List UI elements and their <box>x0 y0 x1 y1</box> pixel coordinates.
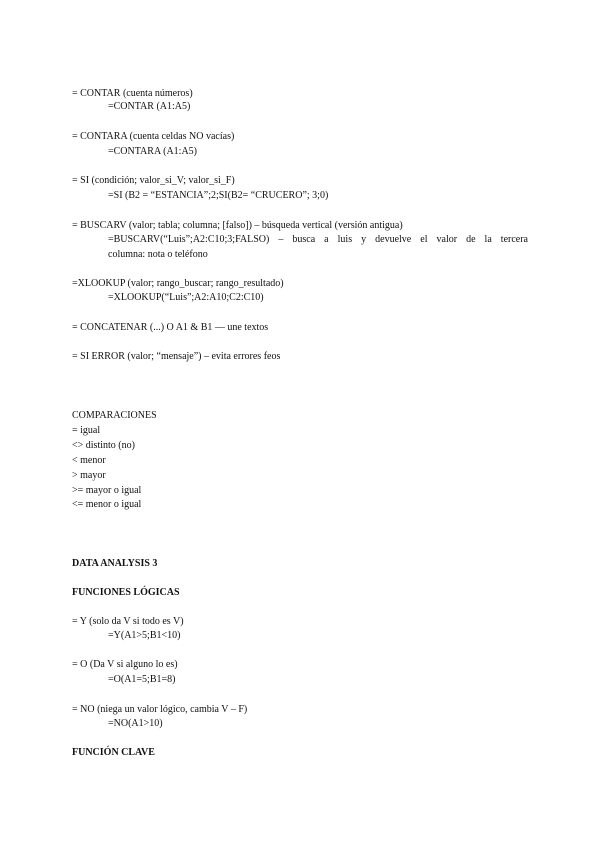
si-definition: = SI (condición; valor_si_V; valor_si_F) <box>72 175 235 186</box>
buscarv-example: =BUSCARV(“Luis”;A2:C10;3;FALSO) – busca a luis y devuelve el valor de la tercera <box>108 234 528 245</box>
section-title: DATA ANALYSIS 3 <box>72 558 158 569</box>
contar-definition: = CONTAR (cuenta números) <box>72 88 193 99</box>
o-definition: = O (Da V si alguno lo es) <box>72 659 178 670</box>
concatenar-definition: = CONCATENAR (...) O A1 & B1 — une textos <box>72 322 269 333</box>
comparison-item: > mayor <box>72 470 106 481</box>
o-example: =O(A1=5;B1=8) <box>108 674 176 685</box>
comparison-item: >= mayor o igual <box>72 485 142 496</box>
buscarv-definition: = BUSCARV (valor; tabla; columna; [falso]) – búsqueda vertical (versión antigua) <box>72 220 403 231</box>
no-definition: = NO (niega un valor lógico, cambia V – F) <box>72 704 248 715</box>
comparison-item: <> distinto (no) <box>72 440 135 451</box>
xlookup-definition: =XLOOKUP (valor; rango_buscar; rango_resultado) <box>72 278 284 289</box>
funcion-clave-heading: FUNCIÓN CLAVE <box>72 747 155 758</box>
contara-example: =CONTARA (A1:A5) <box>108 146 198 157</box>
contar-example: =CONTAR (A1:A5) <box>108 101 191 112</box>
no-example: =NO(A1>10) <box>108 718 163 729</box>
comparison-item: = igual <box>72 425 101 436</box>
xlookup-example: =XLOOKUP(“Luis”;A2:A10;C2:C10) <box>108 292 264 303</box>
contara-definition: = CONTARA (cuenta celdas NO vacías) <box>72 131 235 142</box>
comparison-item: < menor <box>72 455 106 466</box>
si-example: =SI (B2 = “ESTANCIA”;2;SI(B2= “CRUCERO”; 3;0) <box>108 190 329 201</box>
comparison-item: <= menor o igual <box>72 499 142 510</box>
section-subtitle: FUNCIONES LÓGICAS <box>72 587 180 598</box>
comparisons-heading: COMPARACIONES <box>72 410 157 421</box>
buscarv-example-continued: columna: nota o teléfono <box>108 249 208 260</box>
y-example: =Y(A1>5;B1<10) <box>108 630 181 641</box>
y-definition: = Y (solo da V si todo es V) <box>72 616 184 627</box>
sierror-definition: = SI ERROR (valor; “mensaje”) – evita errores feos <box>72 351 281 362</box>
